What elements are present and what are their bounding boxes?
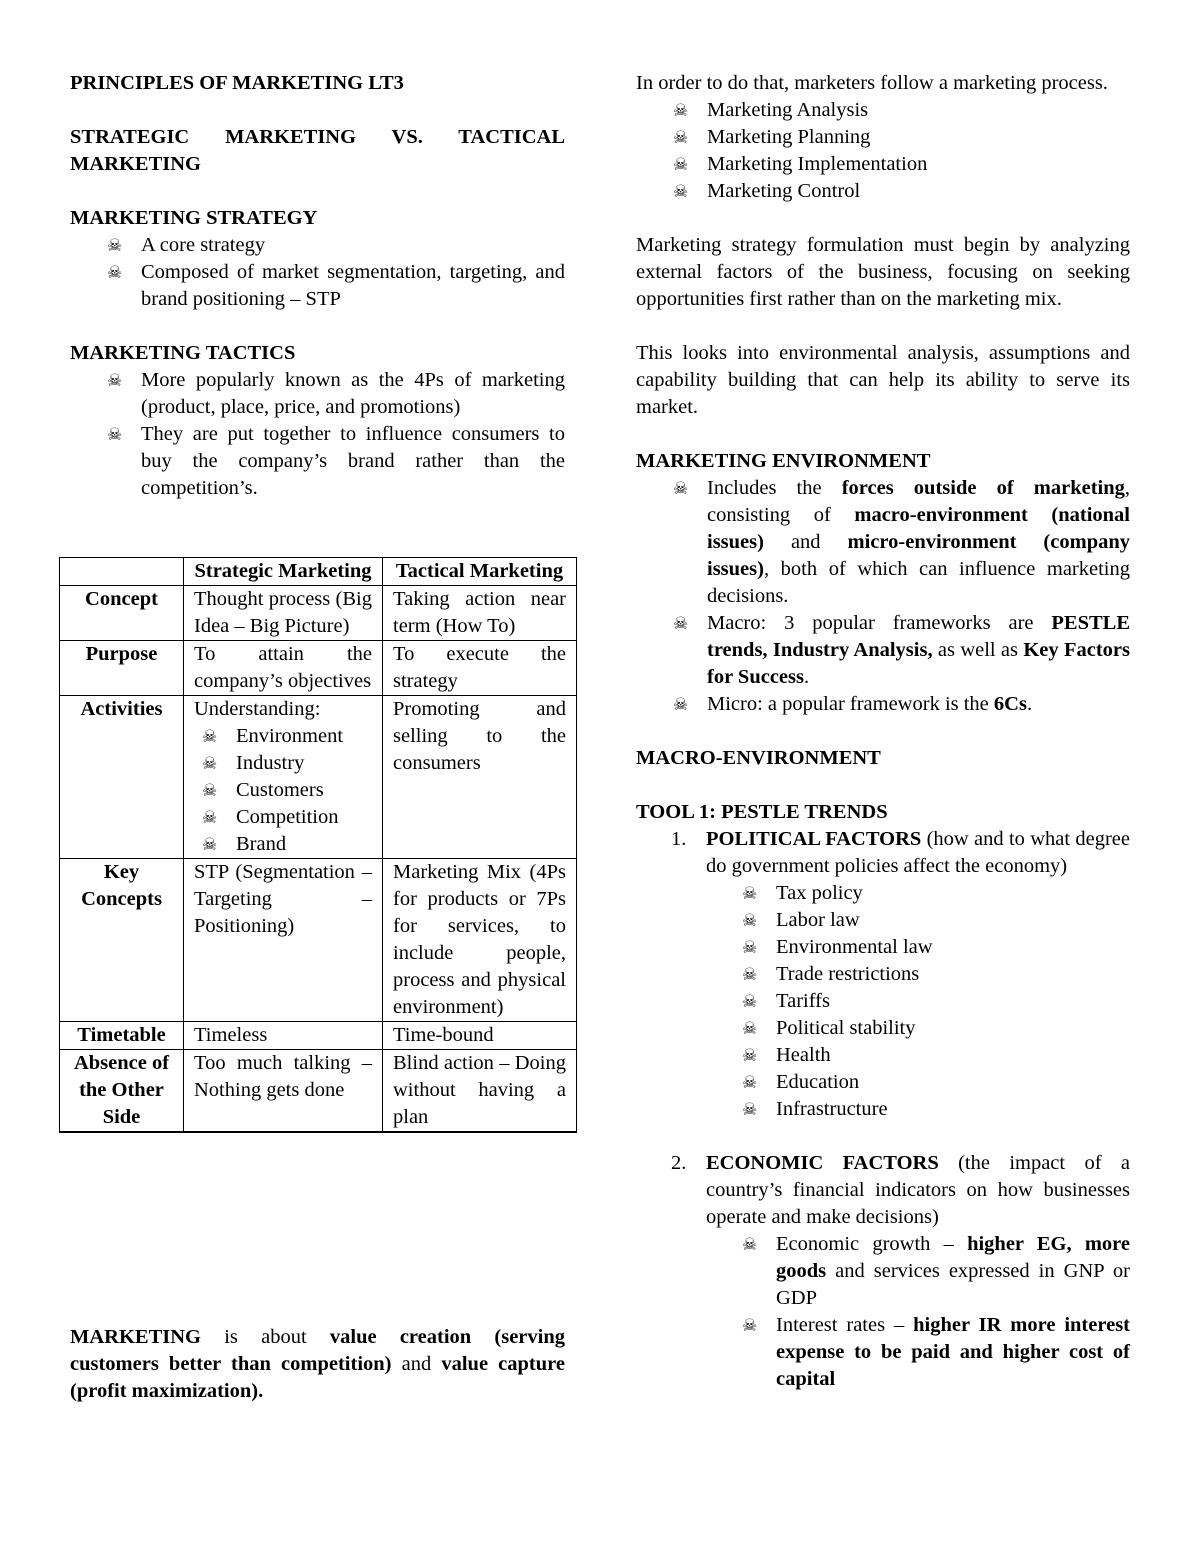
marketing-definition: MARKETING is about value creation (serving customers better than competition) and value capture (profit maximization). [70, 1326, 565, 1402]
bullet-icon: ☠ [673, 182, 689, 201]
bullet-icon: ☠ [202, 808, 218, 827]
bullet-icon: ☠ [202, 781, 218, 800]
list-item: ☠ Includes the forces outside of marketing, consisting of macro-environment (national issues) and micro-environment (company issues), both of which can influence marketing decisions. [673, 477, 1131, 607]
list-item: ☠ Customers [236, 777, 372, 804]
bullet-icon: ☠ [673, 155, 689, 174]
strategy-formulation-paragraph: Marketing strategy formulation must begin by analyzing external factors of the business, focusing on seeking opportunities first rather than on the marketing mix. [636, 234, 1130, 310]
comparison-table [59, 557, 577, 1133]
pestle-item-economic: 2. ECONOMIC FACTORS (the impact of a country’s financial indicators on how businesses operate and make decisions) ☠ Economic growth – higher EG, more goods and services expressed in GNP or GDP ☠ Interest rates – higher IR more interest expense to be paid and higher cost of capital [706, 1150, 1130, 1393]
bullet-icon: ☠ [673, 101, 689, 120]
list-item: ☠ They are put together to influence consumers to buy the company’s brand rather than the competition’s. [107, 423, 565, 499]
row-label: Key Concepts [60, 859, 184, 1022]
list-item: ☠ Marketing Implementation [707, 151, 1130, 178]
column-header-strategic: Strategic Marketing [184, 558, 383, 586]
marketing-tactics-heading: MARKETING TACTICS [70, 342, 296, 364]
bullet-icon: ☠ [742, 1316, 758, 1335]
strategic-cell: Thought process (Big Idea – Big Picture) [184, 586, 383, 641]
tactical-cell: Time-bound [383, 1022, 577, 1050]
bullet-icon: ☠ [742, 1073, 758, 1092]
bullet-icon: ☠ [107, 425, 123, 444]
list-item: ☠ Interest rates – higher IR more interest expense to be paid and higher cost of capital [742, 1314, 1130, 1390]
list-item: ☠ Brand [236, 831, 372, 858]
strategic-cell: Timeless [184, 1022, 383, 1050]
section-heading-strategic-vs-tactical: STRATEGIC MARKETING VS. TACTICAL MARKETING [70, 126, 565, 175]
bullet-icon: ☠ [742, 1235, 758, 1254]
marketing-strategy-heading: MARKETING STRATEGY [70, 207, 318, 229]
tactical-cell: Taking action near term (How To) [383, 586, 577, 641]
list-item: ☠ Infrastructure [776, 1096, 1130, 1123]
list-item: ☠ Marketing Analysis [707, 97, 1130, 124]
list-item: ☠ Competition [236, 804, 372, 831]
tactical-cell: Blind action – Doing without having a plan [383, 1050, 577, 1133]
row-label: Concept [60, 586, 184, 641]
list-item: ☠ Health [776, 1042, 1130, 1069]
macro-environment-heading: MACRO-ENVIRONMENT [636, 747, 881, 769]
strategic-cell-intro: Understanding: [194, 698, 321, 720]
list-item: ☠ Tax policy [776, 880, 1130, 907]
table-row [60, 1050, 577, 1133]
pestle-list [636, 826, 1130, 1393]
list-item: ☠ Environmental law [776, 934, 1130, 961]
bullet-icon: ☠ [742, 965, 758, 984]
economic-factors-list [706, 1231, 1130, 1393]
left-column [70, 70, 565, 502]
list-item: ☠ Labor law [776, 907, 1130, 934]
right-column [636, 70, 1130, 1393]
list-item: ☠ Industry [236, 750, 372, 777]
bullet-icon: ☠ [673, 479, 689, 498]
tactical-cell: Marketing Mix (4Ps for products or 7Ps for services, to include people, process and physical environment) [383, 859, 577, 1022]
bullet-icon: ☠ [107, 236, 123, 255]
table-row [60, 859, 577, 1022]
table-row [60, 641, 577, 696]
column-header-tactical: Tactical Marketing [383, 558, 577, 586]
list-item: ☠ A core strategy [141, 232, 565, 259]
marketing-tactics-list [70, 367, 565, 502]
marketing-environment-list [636, 475, 1130, 718]
list-item: ☠ Education [776, 1069, 1130, 1096]
activities-list [194, 723, 372, 858]
bullet-icon: ☠ [742, 911, 758, 930]
strategic-cell: STP (Segmentation – Targeting – Positioning) [184, 859, 383, 1022]
bullet-icon: ☠ [742, 1100, 758, 1119]
bullet-icon: ☠ [107, 371, 123, 390]
marketing-environment-heading: MARKETING ENVIRONMENT [636, 450, 931, 472]
bullet-icon: ☠ [673, 695, 689, 714]
list-item: ☠ Trade restrictions [776, 961, 1130, 988]
bullet-icon: ☠ [107, 263, 123, 282]
bullet-icon: ☠ [742, 884, 758, 903]
table-header-row [60, 558, 577, 586]
list-item: ☠ Macro: 3 popular frameworks are PESTLE trends, Industry Analysis, as well as Key Factors for Success. [673, 612, 1130, 688]
marketing-strategy-list [70, 232, 565, 313]
row-label: Absence of the Other Side [60, 1050, 184, 1133]
strategic-cell: To attain the company’s objectives [184, 641, 383, 696]
table-row [60, 1022, 577, 1050]
bullet-icon: ☠ [202, 835, 218, 854]
list-item: ☠ Economic growth – higher EG, more goods and services expressed in GNP or GDP [742, 1233, 1130, 1309]
row-label: Purpose [60, 641, 184, 696]
marketing-process-list [636, 97, 1130, 205]
table-corner-cell [60, 558, 184, 586]
bullet-icon: ☠ [202, 727, 218, 746]
bullet-icon: ☠ [742, 1019, 758, 1038]
list-item: ☠ Marketing Control [707, 178, 1130, 205]
tactical-cell: Promoting and selling to the consumers [383, 696, 577, 859]
bullet-icon: ☠ [673, 128, 689, 147]
political-factors-list [706, 880, 1130, 1123]
bullet-icon: ☠ [742, 992, 758, 1011]
strategic-cell [184, 696, 383, 859]
list-item: ☠ Tariffs [776, 988, 1130, 1015]
list-item: ☠ Micro: a popular framework is the 6Cs. [707, 691, 1130, 718]
document-title: PRINCIPLES OF MARKETING LT3 [70, 72, 404, 94]
bullet-icon: ☠ [202, 754, 218, 773]
table-row [60, 696, 577, 859]
tactical-cell: To execute the strategy [383, 641, 577, 696]
environmental-analysis-paragraph: This looks into environmental analysis, assumptions and capability building that can help its ability to serve its market. [636, 342, 1130, 418]
list-item: ☠ Composed of market segmentation, targeting, and brand positioning – STP [107, 261, 565, 310]
list-item: ☠ Environment [236, 723, 372, 750]
bullet-icon: ☠ [673, 614, 689, 633]
table-row [60, 586, 577, 641]
list-item: ☠ Marketing Planning [707, 124, 1130, 151]
bullet-icon: ☠ [742, 1046, 758, 1065]
tool-1-heading: TOOL 1: PESTLE TRENDS [636, 801, 888, 823]
bullet-icon: ☠ [742, 938, 758, 957]
list-item: ☠ More popularly known as the 4Ps of marketing (product, place, price, and promotions) [107, 369, 565, 418]
row-label: Timetable [60, 1022, 184, 1050]
process-intro: In order to do that, marketers follow a marketing process. [636, 72, 1108, 94]
strategic-cell: Too much talking – Nothing gets done [184, 1050, 383, 1133]
row-label: Activities [60, 696, 184, 859]
pestle-item-political: 1. POLITICAL FACTORS (how and to what degree do government policies affect the economy) ☠ Tax policy ☠ Labor law ☠ Environmental law ☠ Trade restrictions ☠ Tariffs ☠ Political stability ☠ Health ☠ Education ☠ Infrastructure [706, 826, 1130, 1150]
list-item: ☠ Political stability [776, 1015, 1130, 1042]
